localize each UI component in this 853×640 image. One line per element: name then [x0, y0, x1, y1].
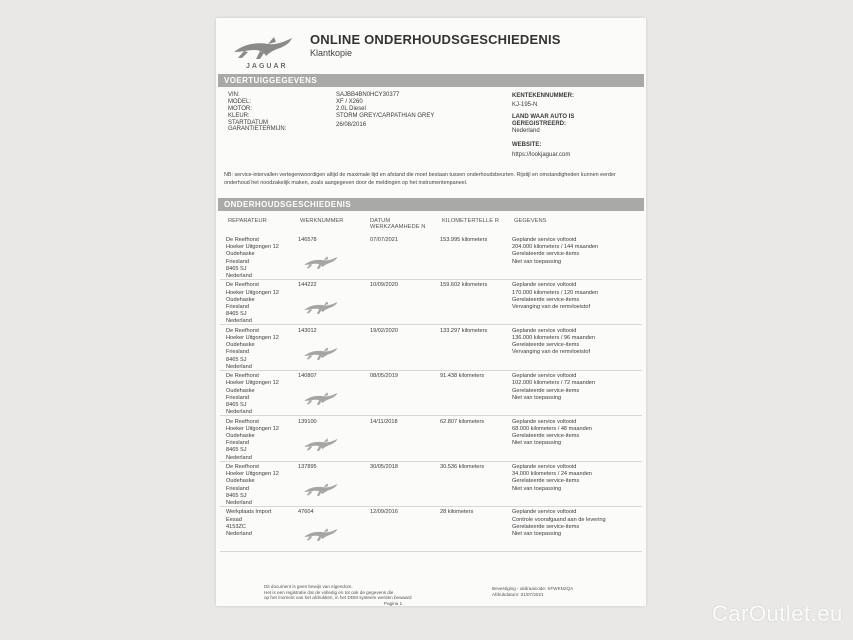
detail-line: Geplande service voltooid: [512, 509, 577, 516]
address-line: 8465 SJ: [226, 492, 247, 499]
jaguar-leaper-icon: [230, 30, 300, 64]
address-line: 8465 SJ: [226, 356, 247, 363]
document-page: [216, 18, 646, 606]
model-value: XF / X260: [336, 99, 363, 105]
watermark: CarOutlet.eu: [712, 601, 843, 626]
address-line: Oudehaske: [226, 342, 255, 349]
header-date: DATUM WERKZAAMHEDE N: [370, 218, 426, 231]
address-line: Nederland: [226, 273, 252, 280]
detail-line: Controle voorafgaand aan de levering: [512, 516, 606, 523]
jaguar-mini-icon: [302, 343, 342, 363]
page-title: ONLINE ONDERHOUDSGESCHIEDENIS: [310, 32, 561, 47]
odometer-reading: 30.536 kilometers: [440, 464, 485, 470]
detail-line: Niet van toepassing: [512, 485, 562, 492]
work-number: 137895: [298, 464, 317, 470]
address-line: Oudehaske: [226, 296, 255, 303]
detail-line: Gerelateerde service-items: [512, 478, 580, 485]
address-line: De Reefhorst: [226, 418, 259, 425]
table-row: [220, 461, 642, 507]
detail-line: 34.000 kilometers / 24 maanden: [512, 471, 592, 478]
service-details: [512, 373, 595, 402]
work-number: 146578: [298, 237, 317, 243]
footer-left-line: Het is een registratie dat de volledig en tot ook de gegevens die: [264, 589, 394, 595]
detail-line: Niet van toepassing: [512, 440, 562, 447]
service-details: [512, 237, 598, 266]
jaguar-mini-icon: [302, 252, 342, 272]
repairer-address: [226, 282, 296, 325]
address-line: 8465 SJ: [226, 447, 247, 454]
detail-line: Gerelateerde service-items: [512, 387, 580, 394]
work-date: 14/11/2018: [370, 418, 398, 425]
detail-line: Geplande service voltooid: [512, 282, 577, 289]
model-label: MODEL:: [228, 99, 252, 105]
detail-line: Geplande service voltooid: [512, 373, 577, 380]
detail-line: Gerelateerde service-items: [512, 523, 580, 530]
work-date: 30/05/2018: [370, 464, 398, 470]
work-date: 19/02/2020: [370, 327, 398, 334]
odometer-reading: 133.297 kilometers: [440, 327, 488, 334]
address-line: Hoeker Uitgongen 12: [226, 425, 279, 432]
repairer-address: [226, 464, 296, 507]
address-line: Nederland: [226, 318, 252, 325]
address-line: Werkplaats Import: [226, 509, 272, 516]
address-line: Oudehaske: [226, 251, 255, 258]
detail-line: Vervanging van de remvloeistof: [512, 304, 591, 310]
repairer-address: [226, 373, 296, 416]
header-repairer: REPARATEUR: [228, 218, 267, 224]
address-line: Nederland: [226, 363, 252, 370]
detail-line: Gerelateerde service-items: [512, 433, 580, 439]
address-line: De Reefhorst: [226, 237, 259, 243]
footer-left-line: Dit document is geen bewijs van eigendom.: [264, 584, 353, 589]
address-line: Oudehaske: [226, 387, 255, 394]
detail-line: Geplande service voltooid: [512, 237, 577, 243]
detail-line: Gerelateerde service-items: [512, 296, 580, 303]
startdate-value: 26/08/2016: [336, 122, 367, 128]
repairer-address: [226, 509, 296, 538]
vin-label: VIN:: [228, 92, 240, 98]
table-row: [220, 234, 642, 280]
work-number: 139100: [298, 418, 317, 425]
jaguar-mini-icon: [302, 479, 342, 499]
address-line: Hoeker Uitgongen 12: [226, 471, 279, 478]
service-details: [512, 509, 606, 538]
address-line: Nederland: [226, 409, 252, 416]
website-value[interactable]: https://lookjaguar.com: [512, 152, 571, 158]
address-line: 8465 SJ: [226, 311, 247, 318]
service-details: [512, 464, 592, 493]
address-line: De Reefhorst: [226, 373, 259, 380]
license-label: KENTEKENNUMMER:: [512, 93, 574, 99]
detail-line: Niet van toepassing: [512, 394, 562, 401]
address-line: Hoeker Uitgongen 12: [226, 335, 279, 341]
history-section-bar: ONDERHOUDSGESCHIEDENIS: [218, 198, 644, 211]
table-row: [220, 370, 642, 416]
table-row: [220, 325, 642, 371]
address-line: Friesland: [226, 304, 250, 310]
footer-left-line: op het moment van het afdrukken, in het DDM systeem werden bewaard: [264, 595, 412, 601]
header-odometer: KILOMETERTELLE R: [442, 218, 499, 224]
address-line: Friesland: [226, 485, 250, 492]
vin-value: SAJBB4BN0HCY30377: [336, 92, 400, 98]
detail-line: Gerelateerde service-items: [512, 251, 580, 258]
header-worknumber: WERKNUMMER: [300, 218, 344, 224]
detail-line: Niet van toepassing: [512, 531, 562, 537]
jaguar-mini-icon: [302, 297, 342, 317]
footer-left: [264, 584, 412, 606]
detail-line: Geplande service voltooid: [512, 418, 577, 425]
country-label: LAND WAAR AUTO IS GEREGISTREERD:: [512, 114, 575, 127]
work-number: 47604: [298, 509, 314, 516]
address-line: Nederland: [226, 500, 252, 507]
engine-label: MOTOR:: [228, 106, 252, 112]
detail-line: 204.000 kilometers / 144 maanden: [512, 244, 599, 251]
detail-line: 170.000 kilometers / 120 maanden: [512, 289, 599, 296]
jaguar-logo: [230, 30, 300, 72]
license-value: KJ-195-N: [512, 102, 538, 108]
warranty-label: GARANTIETERMIJN:: [228, 126, 287, 132]
detail-line: Niet van toepassing: [512, 258, 562, 265]
address-line: De Reefhorst: [226, 327, 259, 334]
header-details: GEGEVENS: [514, 218, 547, 224]
logo-text: JAGUAR: [246, 63, 288, 70]
address-line: Hoeker Uitgongen 12: [226, 289, 279, 296]
footer-page-number: Pagina 1: [384, 600, 403, 606]
vehicle-section-bar: VOERTUIGGEGEVENS: [218, 74, 644, 87]
repairer-address: [226, 328, 296, 371]
odometer-reading: 153.995 kilometers: [440, 237, 488, 243]
address-line: 8465 SJ: [226, 265, 247, 272]
address-line: De Reefhorst: [226, 282, 259, 289]
footer-right-line: Afdrukdatum: 01/07/2021: [492, 591, 544, 597]
color-label: KLEUR:: [228, 113, 250, 119]
service-details: [512, 419, 592, 448]
detail-line: Gerelateerde service-items: [512, 342, 580, 349]
jaguar-mini-icon: [302, 388, 342, 408]
table-row: [220, 279, 642, 325]
startdate-label: STARTDATUM: [228, 120, 268, 126]
engine-value: 2.0L Diesel: [336, 106, 366, 112]
detail-line: Geplande service voltooid: [512, 464, 577, 470]
work-number: 144222: [298, 282, 317, 289]
work-date: 10/09/2020: [370, 282, 398, 289]
color-value: STORM GREY/CARPATHIAN GREY: [336, 113, 435, 119]
jaguar-mini-icon: [302, 434, 342, 454]
address-line: Nederland: [226, 531, 252, 537]
repairer-address: [226, 419, 296, 462]
address-line: Nederland: [226, 454, 252, 461]
country-value: Nederland: [512, 128, 540, 134]
service-details: [512, 282, 598, 311]
address-line: Friesland: [226, 394, 250, 401]
address-line: Friesland: [226, 349, 250, 356]
table-row: [220, 416, 642, 462]
address-line: 8465 SJ: [226, 402, 247, 408]
work-date: 08/05/2019: [370, 373, 398, 380]
address-line: Friesland: [226, 440, 250, 447]
address-line: Hoeker Uitgongen 12: [226, 380, 279, 387]
service-notice: NB: service-intervallen vertegenwoordigen altijd de maximale tijd en afstand die moet bestaan tussen onderhoudsbeurten. Rijstijl en omstandigheden kunnen eerder onderhoud het noodzakelijk maken, zoals aangegeven door de meldingen op het instrumentenpaneel.: [224, 172, 616, 186]
odometer-reading: 62.807 kilometers: [440, 418, 485, 425]
table-row: [220, 506, 642, 552]
odometer-reading: 159.602 kilometers: [440, 282, 488, 289]
address-line: Hoeker Uitgongen 12: [226, 244, 279, 251]
odometer-reading: 28 kilometers: [440, 509, 474, 516]
footer-right: [492, 586, 573, 597]
address-line: Eesad: [226, 516, 242, 523]
detail-line: 136.000 kilometers / 96 maanden: [512, 335, 596, 341]
footer-right-line: Bevestiging - uitdraaicode: XFWKN2QA: [492, 586, 574, 591]
address-line: 4153ZC: [226, 523, 246, 530]
detail-line: 102.000 kilometers / 72 maanden: [512, 380, 596, 387]
work-number: 140807: [298, 373, 317, 380]
repairer-address: [226, 237, 296, 280]
work-date: 07/07/2021: [370, 237, 398, 243]
address-line: De Reefhorst: [226, 464, 259, 470]
work-number: 143012: [298, 327, 317, 334]
odometer-reading: 91.438 kilometers: [440, 373, 485, 380]
address-line: Friesland: [226, 258, 250, 265]
detail-line: Geplande service voltooid: [512, 327, 577, 334]
work-date: 12/09/2016: [370, 509, 398, 516]
website-label: WEBSITE:: [512, 142, 542, 148]
page-subtitle: Klantkopie: [310, 48, 353, 58]
address-line: Oudehaske: [226, 433, 255, 439]
service-details: [512, 328, 595, 357]
jaguar-mini-icon: [302, 524, 342, 544]
detail-line: 68.000 kilometers / 48 maanden: [512, 425, 592, 432]
address-line: Oudehaske: [226, 478, 255, 485]
detail-line: Vervanging van de remvloeistof: [512, 349, 591, 356]
